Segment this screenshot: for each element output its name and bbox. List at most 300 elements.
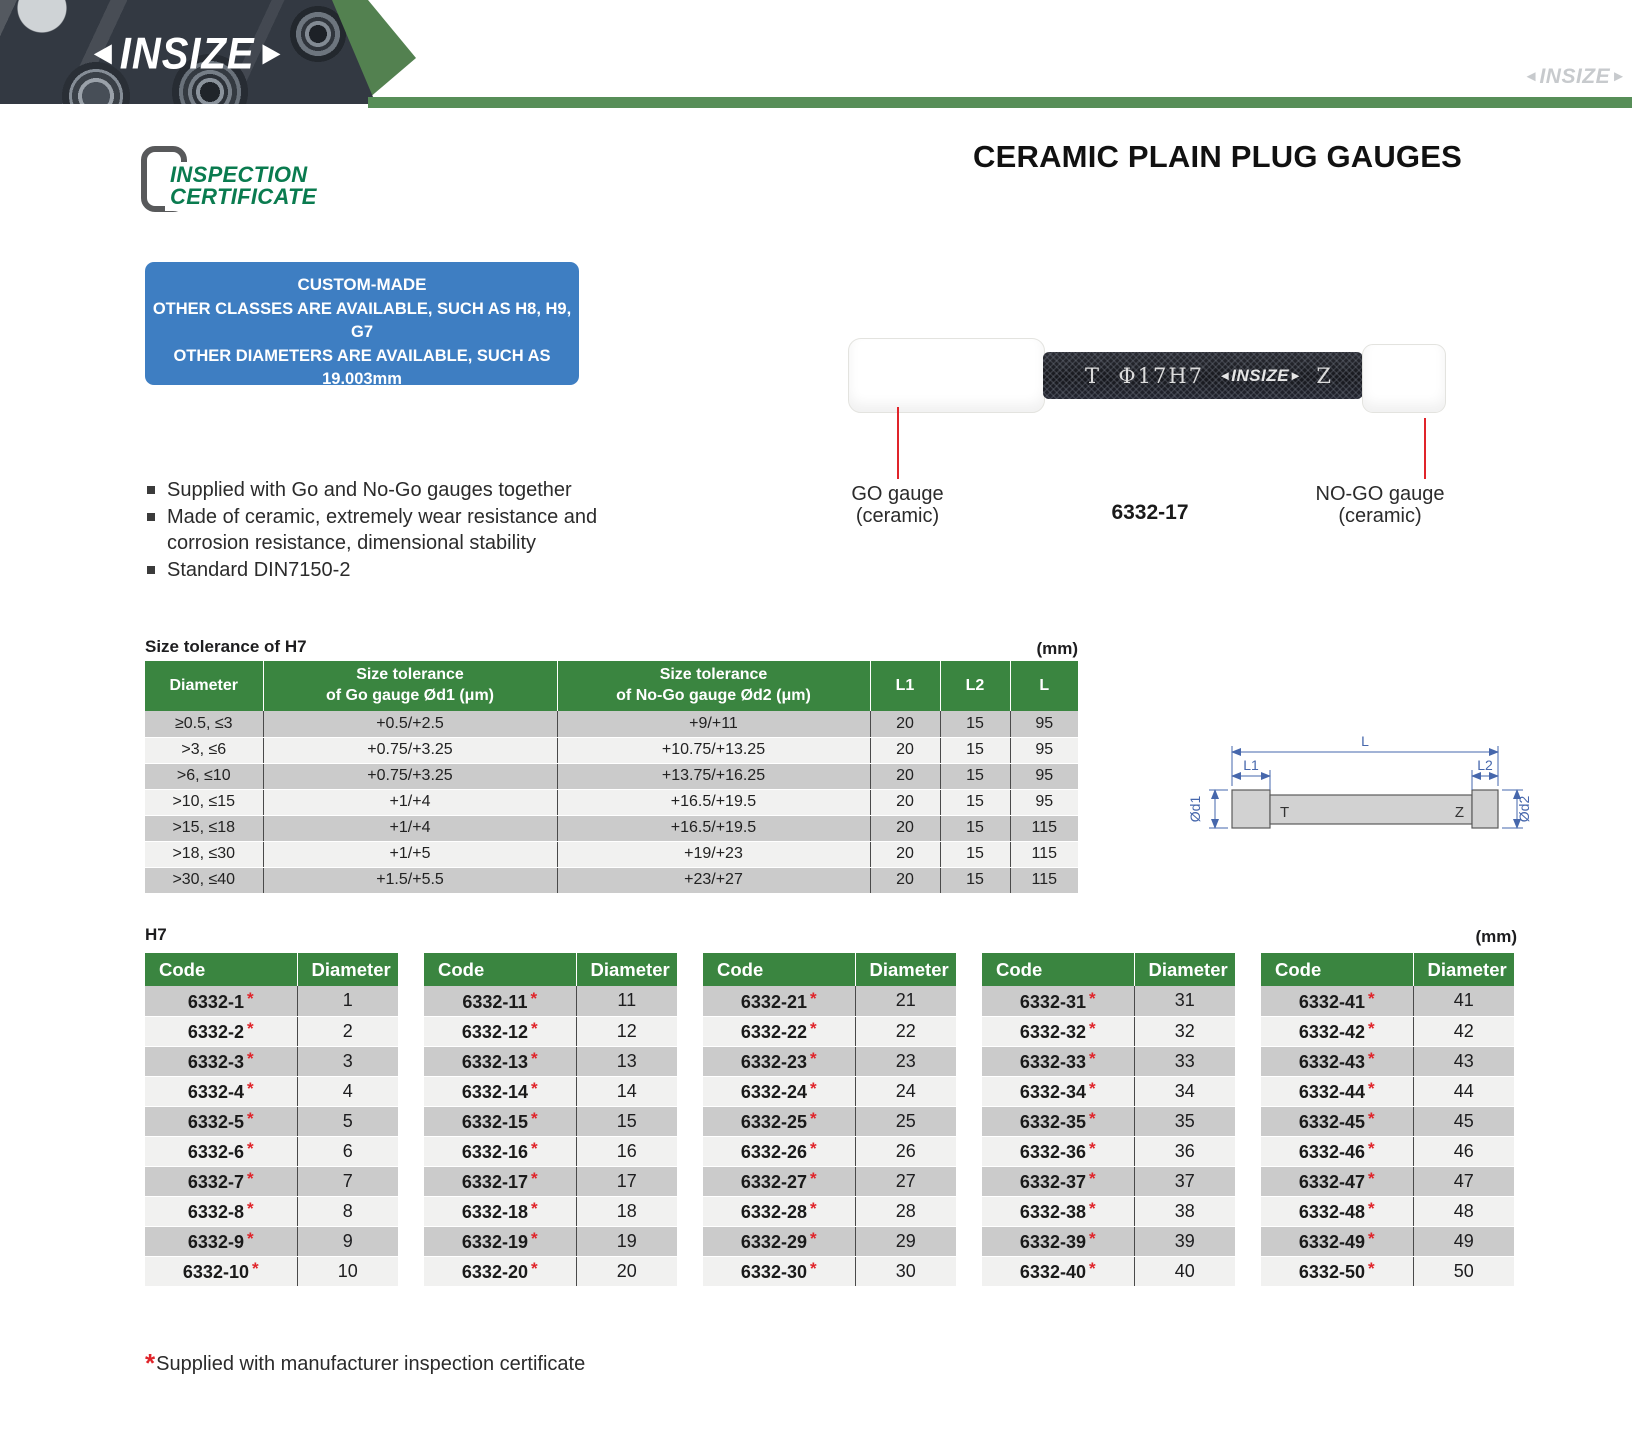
nogo-gauge-cylinder	[1362, 344, 1446, 413]
h7-row	[424, 1166, 677, 1196]
h7-code-cell: 6332-34 *	[982, 1076, 1134, 1106]
h7-diameter-cell: 41	[1413, 986, 1514, 1016]
h7-code-table	[424, 953, 677, 1287]
h7-diameter-cell: 22	[855, 1016, 956, 1046]
certificate-asterisk: *	[1367, 988, 1375, 1008]
h7-row	[703, 1226, 956, 1256]
h7-row	[424, 986, 677, 1016]
certificate-asterisk: *	[530, 1049, 538, 1068]
h7-row	[703, 1166, 956, 1196]
h7-diameter-cell: 31	[1134, 986, 1235, 1016]
handle-marking-left: T Φ17H7	[1085, 363, 1204, 388]
diagram-L1-label: L1	[1243, 757, 1259, 773]
h7-diameter-cell: 48	[1413, 1196, 1514, 1226]
certificate-asterisk: *	[530, 1259, 538, 1278]
h7-code-cell: 6332-1 *	[145, 986, 297, 1016]
col-code: Code	[424, 953, 576, 986]
certificate-asterisk: *	[1367, 1019, 1375, 1038]
certificate-asterisk: *	[530, 1109, 538, 1128]
tolerance-cell: >10, ≤15	[145, 789, 263, 815]
h7-code-cell: 6332-33 *	[982, 1046, 1134, 1076]
tolerance-cell: 20	[870, 737, 940, 763]
certificate-asterisk: *	[246, 1169, 254, 1188]
h7-row	[982, 1226, 1235, 1256]
footnote-text: Supplied with manufacturer inspection certificate	[156, 1353, 586, 1375]
tolerance-cell: +13.75/+16.25	[557, 763, 870, 789]
h7-diameter-cell: 28	[855, 1196, 956, 1226]
h7-code-cell: 6332-47 *	[1261, 1166, 1413, 1196]
diagram-L2-label: L2	[1477, 757, 1493, 773]
tolerance-row	[145, 815, 1078, 841]
h7-code-cell: 6332-11 *	[424, 986, 576, 1016]
tolerance-cell: +23/+27	[557, 867, 870, 893]
tolerance-cell: >30, ≤40	[145, 867, 263, 893]
tolerance-table	[145, 661, 1078, 894]
h7-diameter-cell: 33	[1134, 1046, 1235, 1076]
tolerance-cell: 15	[940, 711, 1010, 737]
h7-row	[1261, 1076, 1514, 1106]
h7-code-table	[145, 953, 398, 1287]
col-l1: L1	[870, 661, 940, 711]
h7-header-row	[703, 953, 956, 986]
h7-code-cell: 6332-44 *	[1261, 1076, 1413, 1106]
feature-item	[145, 557, 635, 583]
tolerance-row	[145, 763, 1078, 789]
tolerance-cell: +16.5/+19.5	[557, 815, 870, 841]
h7-code-cell: 6332-6 *	[145, 1136, 297, 1166]
h7-code-cell: 6332-18 *	[424, 1196, 576, 1226]
h7-header-row	[145, 953, 398, 986]
col-diameter: Diameter	[855, 953, 956, 986]
feature-text: Supplied with Go and No-Go gauges together	[167, 479, 572, 501]
h7-code-cell: 6332-10 *	[145, 1256, 297, 1286]
tolerance-cell: +19/+23	[557, 841, 870, 867]
h7-diameter-cell: 49	[1413, 1226, 1514, 1256]
certificate-asterisk: *	[246, 1229, 254, 1248]
certificate-asterisk: *	[809, 1229, 817, 1248]
h7-code-cell: 6332-35 *	[982, 1106, 1134, 1136]
h7-code-table	[982, 953, 1235, 1287]
h7-row	[145, 1016, 398, 1046]
h7-row	[1261, 1166, 1514, 1196]
h7-diameter-cell: 39	[1134, 1226, 1235, 1256]
h7-row	[424, 1226, 677, 1256]
h7-tables	[145, 953, 1514, 1287]
tolerance-cell: 20	[870, 711, 940, 737]
h7-code-cell: 6332-48 *	[1261, 1196, 1413, 1226]
h7-row	[145, 1226, 398, 1256]
tolerance-cell: 115	[1010, 867, 1078, 893]
h7-diameter-cell: 23	[855, 1046, 956, 1076]
certificate-asterisk: *	[1088, 1049, 1096, 1068]
tolerance-cell: 15	[940, 815, 1010, 841]
diagram-nogo-end	[1472, 790, 1498, 828]
h7-diameter-cell: 13	[576, 1046, 677, 1076]
handle-logo-right-arrow-icon: ►	[1289, 368, 1302, 383]
h7-row	[1261, 1196, 1514, 1226]
certificate-asterisk: *	[1367, 1259, 1375, 1278]
certificate-asterisk: *	[1367, 1199, 1375, 1218]
h7-diameter-cell: 25	[855, 1106, 956, 1136]
h7-diameter-cell: 5	[297, 1106, 398, 1136]
h7-diameter-cell: 37	[1134, 1166, 1235, 1196]
h7-diameter-cell: 47	[1413, 1166, 1514, 1196]
certificate-asterisk: *	[809, 1169, 817, 1188]
h7-code-cell: 6332-25 *	[703, 1106, 855, 1136]
h7-diameter-cell: 19	[576, 1226, 677, 1256]
h7-diameter-cell: 15	[576, 1106, 677, 1136]
certificate-asterisk: *	[1088, 1169, 1096, 1188]
h7-code-cell: 6332-3 *	[145, 1046, 297, 1076]
h7-code-cell: 6332-46 *	[1261, 1136, 1413, 1166]
h7-row	[145, 1166, 398, 1196]
watermark-right-arrow-icon: ►	[1611, 68, 1626, 85]
h7-diameter-cell: 27	[855, 1166, 956, 1196]
tolerance-cell: >6, ≤10	[145, 763, 263, 789]
h7-row	[145, 1106, 398, 1136]
col-diameter: Diameter	[576, 953, 677, 986]
tolerance-row	[145, 789, 1078, 815]
tolerance-cell: +10.75/+13.25	[557, 737, 870, 763]
tolerance-cell: 20	[870, 841, 940, 867]
col-diameter: Diameter	[1134, 953, 1235, 986]
insize-logo	[88, 29, 287, 79]
tolerance-cell: 15	[940, 841, 1010, 867]
h7-diameter-cell: 10	[297, 1256, 398, 1286]
h7-row	[145, 1046, 398, 1076]
certificate-asterisk: *	[809, 1079, 817, 1098]
tolerance-row	[145, 841, 1078, 867]
h7-code-cell: 6332-15 *	[424, 1106, 576, 1136]
col-diameter: Diameter	[297, 953, 398, 986]
h7-row	[1261, 1256, 1514, 1286]
h7-diameter-cell: 2	[297, 1016, 398, 1046]
col-l2: L2	[940, 661, 1010, 711]
custom-made-line-1: OTHER CLASSES ARE AVAILABLE, SUCH AS H8, H9, G7	[152, 300, 572, 342]
custom-made-line-3: OTHER LENGTHS ARE AVAILABLE, SUCH AS 70mm	[156, 393, 568, 412]
h7-row	[982, 1106, 1235, 1136]
h7-code-cell: 6332-22 *	[703, 1016, 855, 1046]
h7-row	[145, 986, 398, 1016]
h7-diameter-cell: 50	[1413, 1256, 1514, 1286]
h7-row	[1261, 986, 1514, 1016]
tolerance-cell: 115	[1010, 841, 1078, 867]
h7-code-cell: 6332-14 *	[424, 1076, 576, 1106]
h7-unit: (mm)	[1475, 927, 1517, 946]
h7-diameter-cell: 42	[1413, 1016, 1514, 1046]
h7-row	[982, 986, 1235, 1016]
h7-code-cell: 6332-20 *	[424, 1256, 576, 1286]
tolerance-cell: 20	[870, 815, 940, 841]
h7-code-cell: 6332-40 *	[982, 1256, 1134, 1286]
h7-code-cell: 6332-50 *	[1261, 1256, 1413, 1286]
feature-item	[145, 504, 635, 556]
h7-row	[424, 1256, 677, 1286]
custom-made-line-2: OTHER DIAMETERS ARE AVAILABLE, SUCH AS 19.003mm	[173, 346, 551, 389]
h7-row	[982, 1166, 1235, 1196]
h7-diameter-cell: 8	[297, 1196, 398, 1226]
go-gauge-label: GO gauge (ceramic)	[851, 483, 944, 527]
feature-text: Standard DIN7150-2	[167, 559, 351, 581]
h7-code-cell: 6332-19 *	[424, 1226, 576, 1256]
h7-code-cell: 6332-39 *	[982, 1226, 1134, 1256]
h7-diameter-cell: 1	[297, 986, 398, 1016]
certificate-asterisk: *	[1367, 1109, 1375, 1128]
certificate-asterisk: *	[1088, 1019, 1096, 1038]
feature-item	[145, 477, 635, 503]
h7-header-row	[1261, 953, 1514, 986]
tolerance-cell: 15	[940, 867, 1010, 893]
h7-row	[703, 1076, 956, 1106]
feature-text: Made of ceramic, extremely wear resistance and corrosion resistance, dimensional stability	[167, 506, 598, 554]
h7-code-cell: 6332-13 *	[424, 1046, 576, 1076]
certificate-asterisk: *	[1367, 1139, 1375, 1158]
certificate-asterisk: *	[1367, 1049, 1375, 1068]
h7-row	[703, 1046, 956, 1076]
logo-left-arrow-icon: ◄	[88, 34, 118, 72]
h7-header-row	[424, 953, 677, 986]
logo-right-arrow-icon: ►	[256, 34, 287, 72]
certificate-asterisk: *	[809, 988, 817, 1008]
h7-row	[1261, 1046, 1514, 1076]
col-code: Code	[982, 953, 1134, 986]
h7-diameter-cell: 35	[1134, 1106, 1235, 1136]
logo-text: INSIZE	[119, 29, 255, 79]
h7-diameter-cell: 44	[1413, 1076, 1514, 1106]
tolerance-cell: +0.5/+2.5	[263, 711, 557, 737]
h7-row	[982, 1136, 1235, 1166]
handle-marking-right: Z	[1316, 363, 1333, 388]
h7-code-cell: 6332-28 *	[703, 1196, 855, 1226]
h7-code-cell: 6332-30 *	[703, 1256, 855, 1286]
tolerance-cell: >3, ≤6	[145, 737, 263, 763]
h7-diameter-cell: 38	[1134, 1196, 1235, 1226]
certificate-asterisk: *	[1088, 988, 1096, 1008]
col-code: Code	[1261, 953, 1413, 986]
h7-code-cell: 6332-8 *	[145, 1196, 297, 1226]
h7-diameter-cell: 21	[855, 986, 956, 1016]
tolerance-cell: ≥0.5, ≤3	[145, 711, 263, 737]
h7-code-cell: 6332-41 *	[1261, 986, 1413, 1016]
h7-row	[703, 1256, 956, 1286]
certificate-asterisk: *	[809, 1259, 817, 1278]
tolerance-cell: 20	[870, 789, 940, 815]
diagram-L-label: L	[1361, 733, 1369, 749]
h7-code-table	[703, 953, 956, 1287]
diagram-handle	[1270, 795, 1472, 824]
h7-diameter-cell: 40	[1134, 1256, 1235, 1286]
certificate-asterisk: *	[809, 1139, 817, 1158]
h7-diameter-cell: 45	[1413, 1106, 1514, 1136]
h7-row	[982, 1256, 1235, 1286]
tolerance-cell: +1/+4	[263, 815, 557, 841]
certificate-asterisk: *	[246, 1139, 254, 1158]
h7-diameter-cell: 29	[855, 1226, 956, 1256]
go-pointer-line	[897, 407, 899, 479]
custom-made-note	[145, 262, 579, 412]
col-diameter: Diameter	[1413, 953, 1514, 986]
h7-row	[424, 1136, 677, 1166]
tolerance-cell: >15, ≤18	[145, 815, 263, 841]
go-gauge-cylinder	[848, 338, 1045, 413]
certificate-asterisk: *	[530, 1229, 538, 1248]
certificate-asterisk: *	[246, 1049, 254, 1068]
tolerance-cell: +1/+4	[263, 789, 557, 815]
tolerance-cell: +9/+11	[557, 711, 870, 737]
h7-row	[703, 1196, 956, 1226]
h7-diameter-cell: 36	[1134, 1136, 1235, 1166]
tolerance-cell: +1/+5	[263, 841, 557, 867]
feature-list	[145, 477, 635, 584]
h7-row	[703, 1016, 956, 1046]
h7-row	[1261, 1016, 1514, 1046]
diagram-d2-label: Ød2	[1516, 795, 1532, 823]
h7-code-cell: 6332-5 *	[145, 1106, 297, 1136]
nogo-pointer-line	[1424, 418, 1426, 479]
col-l: L	[1010, 661, 1078, 711]
tolerance-table-unit: (mm)	[1036, 639, 1078, 658]
certificate-asterisk: *	[246, 1199, 254, 1218]
certificate-asterisk: *	[1367, 1169, 1375, 1188]
tolerance-cell: 15	[940, 763, 1010, 789]
tolerance-cell: +0.75/+3.25	[263, 763, 557, 789]
tolerance-cell: 15	[940, 737, 1010, 763]
tolerance-cell: +1.5/+5.5	[263, 867, 557, 893]
certificate-asterisk: *	[246, 1019, 254, 1038]
certificate-asterisk: *	[246, 1079, 254, 1098]
h7-code-cell: 6332-26 *	[703, 1136, 855, 1166]
h7-caption: H7	[145, 925, 167, 944]
h7-diameter-cell: 14	[576, 1076, 677, 1106]
diagram-Z-label: Z	[1454, 804, 1464, 821]
h7-diameter-cell: 9	[297, 1226, 398, 1256]
tolerance-row	[145, 867, 1078, 893]
certificate-asterisk: *	[809, 1109, 817, 1128]
h7-code-cell: 6332-31 *	[982, 986, 1134, 1016]
h7-diameter-cell: 46	[1413, 1136, 1514, 1166]
tolerance-cell: >18, ≤30	[145, 841, 263, 867]
tolerance-cell: 95	[1010, 737, 1078, 763]
insize-watermark-logo	[1524, 66, 1626, 87]
h7-row	[982, 1196, 1235, 1226]
h7-row	[1261, 1106, 1514, 1136]
h7-diameter-cell: 32	[1134, 1016, 1235, 1046]
footnote	[145, 1348, 585, 1379]
handle-logo-text: INSIZE	[1231, 365, 1290, 385]
h7-code-cell: 6332-2 *	[145, 1016, 297, 1046]
gauge-handle	[1043, 352, 1363, 399]
h7-code-cell: 6332-27 *	[703, 1166, 855, 1196]
bullet-square-icon	[147, 513, 155, 521]
handle-brand-logo	[1218, 366, 1302, 386]
h7-code-cell: 6332-24 *	[703, 1076, 855, 1106]
h7-code-cell: 6332-36 *	[982, 1136, 1134, 1166]
nogo-gauge-label: NO-GO gauge (ceramic)	[1315, 483, 1445, 527]
tolerance-cell: 95	[1010, 711, 1078, 737]
page-title: CERAMIC PLAIN PLUG GAUGES	[973, 139, 1462, 174]
h7-code-cell: 6332-42 *	[1261, 1016, 1413, 1046]
h7-code-cell: 6332-16 *	[424, 1136, 576, 1166]
certificate-asterisk: *	[1088, 1139, 1096, 1158]
h7-diameter-cell: 7	[297, 1166, 398, 1196]
h7-code-table	[1261, 953, 1514, 1287]
h7-diameter-cell: 30	[855, 1256, 956, 1286]
tolerance-cell: 115	[1010, 815, 1078, 841]
diagram-d1-label: Ød1	[1187, 795, 1203, 823]
h7-diameter-cell: 11	[576, 986, 677, 1016]
tolerance-cell: +16.5/+19.5	[557, 789, 870, 815]
h7-code-cell: 6332-12 *	[424, 1016, 576, 1046]
tolerance-table-caption: Size tolerance of H7	[145, 637, 307, 656]
h7-row	[703, 1106, 956, 1136]
h7-diameter-cell: 43	[1413, 1046, 1514, 1076]
custom-made-title: CUSTOM-MADE	[297, 275, 427, 294]
h7-diameter-cell: 12	[576, 1016, 677, 1046]
h7-code-cell: 6332-38 *	[982, 1196, 1134, 1226]
h7-row	[982, 1076, 1235, 1106]
h7-row	[703, 986, 956, 1016]
h7-code-cell: 6332-9 *	[145, 1226, 297, 1256]
h7-diameter-cell: 3	[297, 1046, 398, 1076]
h7-row	[1261, 1226, 1514, 1256]
h7-row	[982, 1016, 1235, 1046]
h7-row	[145, 1256, 398, 1286]
certificate-asterisk: *	[530, 1019, 538, 1038]
h7-diameter-cell: 18	[576, 1196, 677, 1226]
certificate-asterisk: *	[530, 1139, 538, 1158]
col-go-tolerance: Size tolerance of Go gauge Ød1 (μm)	[263, 661, 557, 711]
certificate-asterisk: *	[530, 988, 538, 1008]
h7-header-row	[982, 953, 1235, 986]
h7-row	[145, 1196, 398, 1226]
diagram-go-end	[1232, 790, 1270, 828]
dimension-diagram	[1124, 686, 1536, 851]
h7-row	[982, 1046, 1235, 1076]
bullet-square-icon	[147, 486, 155, 494]
tolerance-row	[145, 711, 1078, 737]
h7-code-cell: 6332-49 *	[1261, 1226, 1413, 1256]
certificate-asterisk: *	[246, 988, 254, 1008]
watermark-left-arrow-icon: ◄	[1523, 68, 1539, 85]
certificate-asterisk: *	[1367, 1079, 1375, 1098]
tolerance-cell: 95	[1010, 763, 1078, 789]
h7-row	[1261, 1136, 1514, 1166]
tolerance-cell: 15	[940, 789, 1010, 815]
h7-code-cell: 6332-23 *	[703, 1046, 855, 1076]
h7-code-cell: 6332-7 *	[145, 1166, 297, 1196]
col-nogo-tolerance: Size tolerance of No-Go gauge Ød2 (μm)	[557, 661, 870, 711]
bullet-square-icon	[147, 566, 155, 574]
certificate-asterisk: *	[251, 1259, 259, 1278]
h7-diameter-cell: 4	[297, 1076, 398, 1106]
certificate-asterisk: *	[1088, 1109, 1096, 1128]
handle-logo-left-arrow-icon: ◄	[1218, 368, 1232, 383]
tolerance-cell: 20	[870, 867, 940, 893]
h7-row	[424, 1046, 677, 1076]
h7-diameter-cell: 20	[576, 1256, 677, 1286]
h7-row	[424, 1076, 677, 1106]
h7-code-cell: 6332-29 *	[703, 1226, 855, 1256]
h7-diameter-cell: 34	[1134, 1076, 1235, 1106]
h7-row	[145, 1076, 398, 1106]
tolerance-row	[145, 737, 1078, 763]
h7-code-cell: 6332-32 *	[982, 1016, 1134, 1046]
certificate-asterisk: *	[1088, 1229, 1096, 1248]
certificate-asterisk: *	[1088, 1199, 1096, 1218]
inspection-certificate-badge	[141, 146, 371, 218]
certificate-asterisk: *	[809, 1049, 817, 1068]
certificate-asterisk: *	[530, 1079, 538, 1098]
